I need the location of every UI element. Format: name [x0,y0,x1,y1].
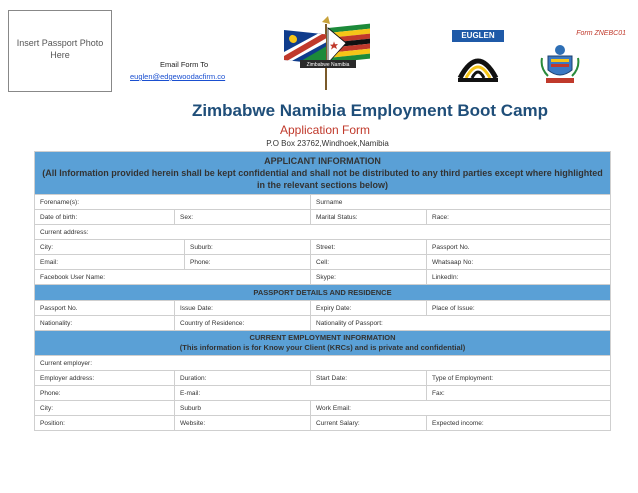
euglen-emblem-icon [452,42,504,86]
issue-date-field[interactable]: Issue Date: [175,301,311,316]
street-field[interactable]: Street: [311,240,427,255]
country-residence-field[interactable]: Country of Residence: [175,316,311,331]
page-title: Zimbabwe Namibia Employment Boot Camp [191,101,549,120]
current-salary-field[interactable]: Current Salary: [311,416,427,431]
passport-no-field[interactable]: Passport No. [427,240,611,255]
email-link[interactable]: euglen@edgewoodacfirm.co [130,72,226,81]
passport-number-field[interactable]: Passport No. [35,301,175,316]
start-date-field[interactable]: Start Date: [311,371,427,386]
passport-header [35,285,611,301]
employment-type-field[interactable]: Type of Employment: [427,371,611,386]
whatsapp-field[interactable]: Whatsaap No: [427,255,611,270]
page-subtitle: Application Form [279,123,371,137]
postal-address: P.O Box 23762,Windhoek,Namibia [266,139,389,148]
coat-of-arms-icon [540,42,580,86]
suburb-field[interactable]: Suburb: [185,240,311,255]
expiry-date-field[interactable]: Expiry Date: [311,301,427,316]
employer-phone-field[interactable]: Phone: [35,386,175,401]
dob-field[interactable]: Date of birth: [35,210,175,225]
employer-suburb-field[interactable]: Suburb [175,401,311,416]
website-field[interactable]: Website: [175,416,311,431]
passport-photo-placeholder[interactable] [8,10,112,92]
passport-heading: PASSPORT DETAILS AND RESIDENCE [35,285,611,301]
applicant-heading: APPLICANT INFORMATION [264,156,381,166]
current-address-field[interactable]: Current address: [35,225,611,240]
nationality-field[interactable]: Nationality: [35,316,175,331]
employer-email-field[interactable]: E-mail: [175,386,427,401]
linkedin-field[interactable]: LinkedIn: [427,270,611,285]
euglen-logo [452,30,504,86]
forenames-field[interactable]: Forename(s): [35,195,311,210]
nationality-passport-field[interactable]: Nationality of Passport: [311,316,611,331]
current-employer-field[interactable]: Current employer: [35,356,611,371]
fax-field[interactable]: Fax: [427,386,611,401]
flag-banner-text: Zimbabwe Namibia [306,62,350,68]
duration-field[interactable]: Duration: [175,371,311,386]
position-field[interactable]: Position: [35,416,175,431]
skype-field[interactable]: Skype: [311,270,427,285]
photo-placeholder-line1: Insert Passport Photo [16,38,104,48]
employer-address-field[interactable]: Employer address: [35,371,175,386]
photo-placeholder-line2: Here [50,50,70,60]
phone-field[interactable]: Phone: [185,255,311,270]
work-email-field[interactable]: Work Email: [311,401,611,416]
sex-field[interactable]: Sex: [175,210,311,225]
race-field[interactable]: Race: [427,210,611,225]
cell-field[interactable]: Cell: [311,255,427,270]
employment-header [35,331,611,356]
applicant-info-header [35,152,611,195]
form-code: Form ZNEBC01 [576,30,626,37]
email-field[interactable]: Email: [35,255,185,270]
expected-income-field[interactable]: Expected income: [427,416,611,431]
euglen-logo-text: EUGLEN [452,30,504,42]
surname-field[interactable]: Surname [311,195,611,210]
place-of-issue-field[interactable]: Place of Issue: [427,301,611,316]
marital-status-field[interactable]: Marital Status: [311,210,427,225]
applicant-subheading: (All Information provided herein shall be kept confidential and shall not be distributed to any third parties except where highlighted in the relevant sections below) [42,168,603,190]
application-form-table [34,151,611,431]
facebook-field[interactable]: Facebook User Name: [35,270,311,285]
employment-subheading: (This information is for Know your Client (KRCs) and is private and confidential) [179,343,466,352]
employer-city-field[interactable]: City: [35,401,175,416]
flags-emblem-icon [278,16,378,92]
employment-heading: CURRENT EMPLOYMENT INFORMATION [249,333,396,342]
email-label: Email Form To [160,60,209,69]
city-field[interactable]: City: [35,240,185,255]
